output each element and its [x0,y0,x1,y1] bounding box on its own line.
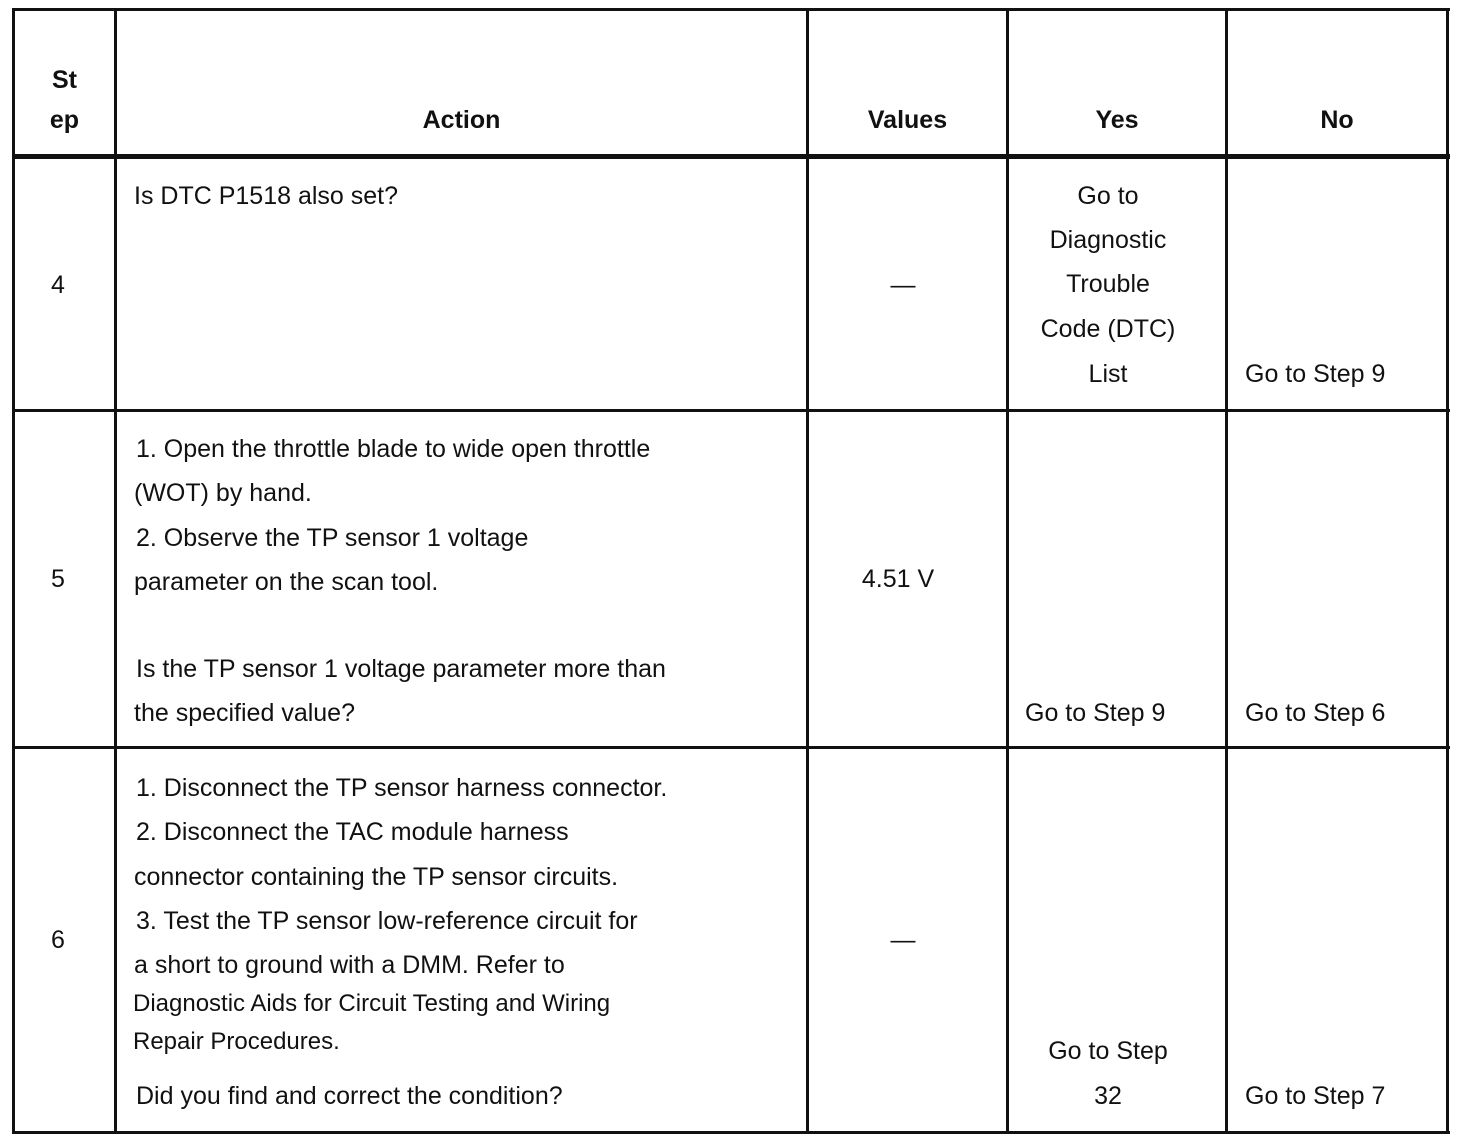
table-border-right [1446,8,1449,1134]
step-number: 6 [51,926,65,954]
table-border-top [12,8,1450,11]
yes-text: Go to Step [1048,1037,1168,1065]
yes-text: Go to Step 9 [1025,699,1166,727]
header-yes: Yes [1095,106,1139,134]
header-values: Values [867,106,948,134]
action-text: Diagnostic Aids for Circuit Testing and Wiring [133,990,611,1017]
column-divider [114,8,117,1134]
action-text: 3. Test the TP sensor low-reference circuit for [136,907,638,935]
no-text: Go to Step 7 [1245,1082,1386,1110]
action-text: connector containing the TP sensor circuits. [134,863,619,891]
action-text: a short to ground with a DMM. Refer to [134,951,565,979]
action-text: 1. Open the throttle blade to wide open throttle [136,435,651,463]
header-step-line1: St [52,66,77,94]
yes-text: List [1088,360,1128,388]
action-text: Is DTC P1518 also set? [134,182,399,210]
action-text: Repair Procedures. [133,1028,340,1055]
action-text: 2. Disconnect the TAC module harness [136,818,569,846]
yes-text: Code (DTC) [1040,315,1176,343]
step-number: 4 [51,271,65,299]
action-text: 2. Observe the TP sensor 1 voltage [136,524,529,552]
header-no: No [1320,106,1354,134]
action-text: (WOT) by hand. [134,479,312,507]
yes-text: Diagnostic [1049,226,1167,254]
header-divider [12,154,1450,159]
action-text: the specified value? [134,699,355,727]
header-action: Action [422,106,501,134]
no-text: Go to Step 6 [1245,699,1386,727]
yes-text: Trouble [1066,270,1150,298]
row-divider [12,746,1450,749]
step-number: 5 [51,565,65,593]
action-text: parameter on the scan tool. [134,568,439,596]
yes-text: 32 [1094,1082,1122,1110]
yes-text: Go to [1077,182,1139,210]
action-text: Did you find and correct the condition? [136,1082,563,1110]
table-border-bottom [12,1131,1450,1134]
action-text: 1. Disconnect the TP sensor harness connector. [136,774,668,802]
value-text: — [890,271,916,299]
header-step-line2: ep [49,106,80,134]
no-text: Go to Step 9 [1245,360,1386,388]
column-divider [1225,8,1228,1134]
value-text: 4.51 V [861,565,935,593]
row-divider [12,409,1450,412]
action-text: Is the TP sensor 1 voltage parameter more than [136,655,666,683]
value-text: — [890,926,916,954]
